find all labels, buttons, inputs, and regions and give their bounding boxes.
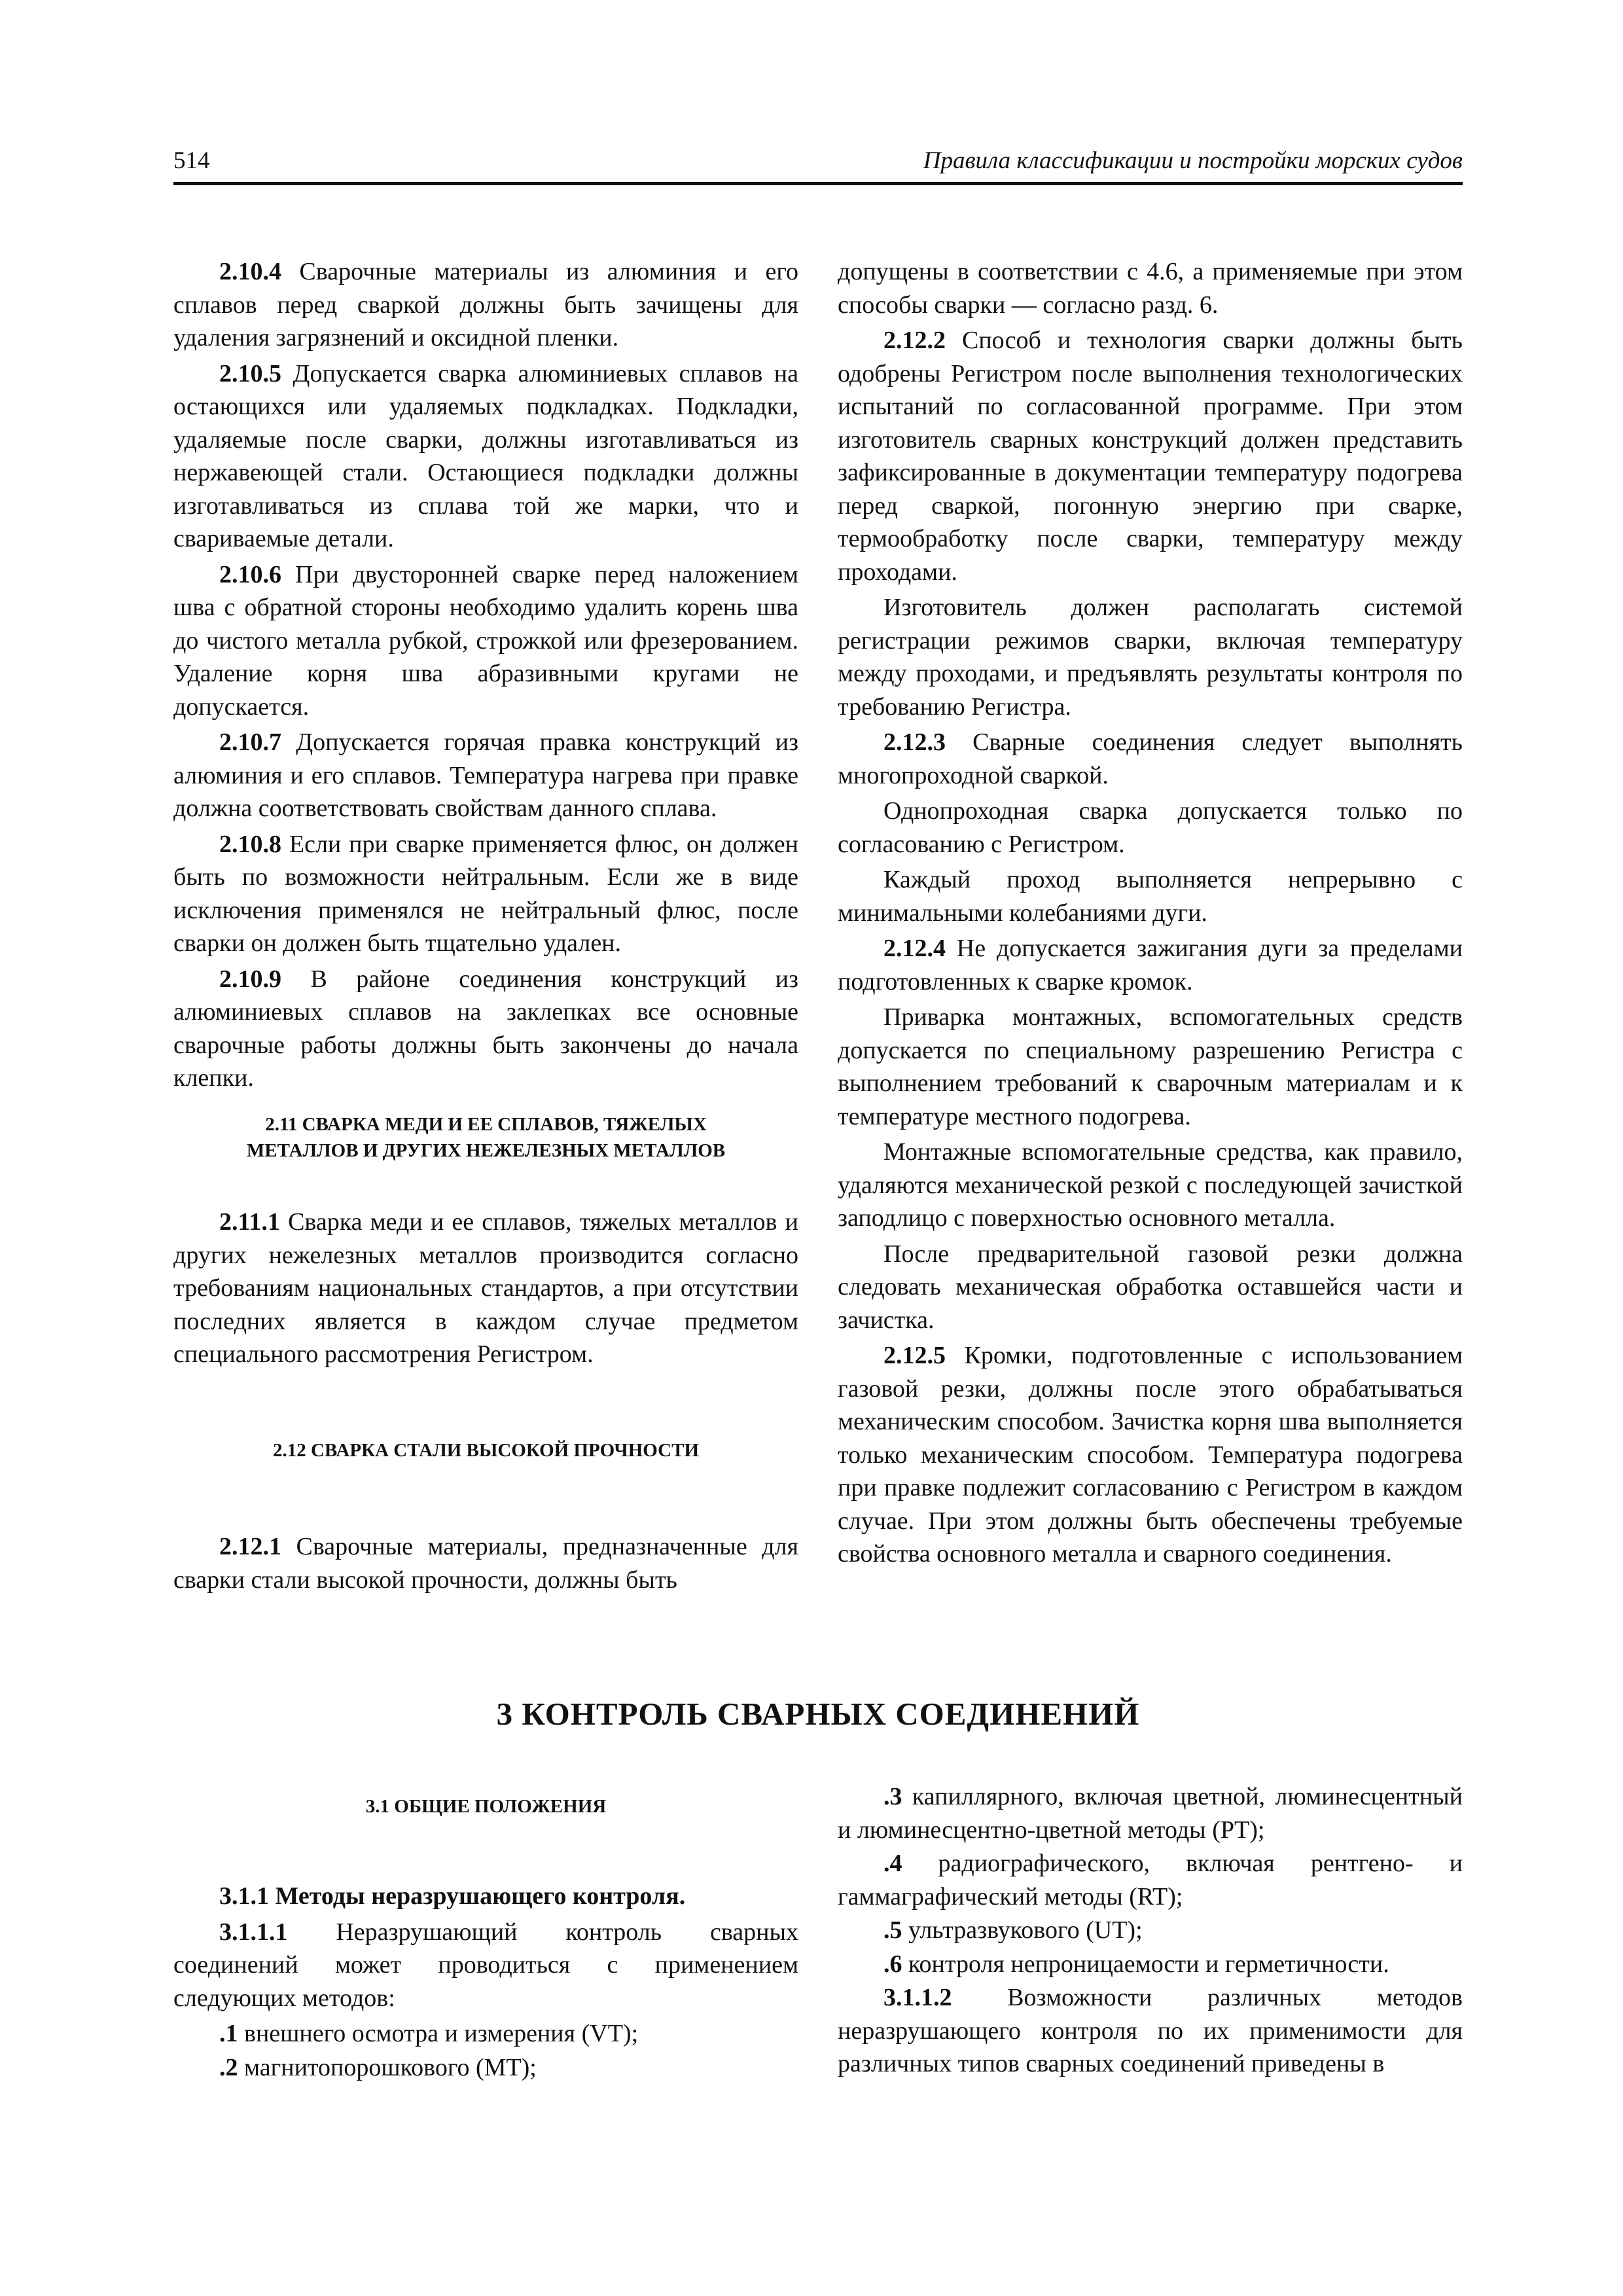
clause-number: 2.11.1	[219, 1208, 280, 1236]
item-text: магнитопорошкового (MT);	[238, 2053, 537, 2081]
clause-text: При двусторонней сварке перед наложением шва с обратной стороны необходимо удалить корень шва до чистого металла рубкой, строжкой или фрезерованием. Удаление корня шва абразивными кругами не допускается.	[173, 560, 798, 721]
clause-text: Неразрушающий контроль сварных соединений может проводиться с применением следующих методов:	[173, 1918, 798, 2012]
paragraph	[838, 324, 1463, 588]
clause-text: Сварочные материалы из алюминия и его сплавов перед сваркой должны быть зачищены для удаления загрязнений и оксидной пленки.	[173, 258, 798, 351]
clause-number: 3.1.1.1	[219, 1918, 288, 1946]
paragraph	[838, 591, 1463, 723]
clause-text: Если при сварке применяется флюс, он должен быть по возможности нейтральным. Если же в виде исключения применялся не нейтральный флюс, после сварки он должен быть тщательно удален.	[173, 830, 798, 957]
clause-text: Способ и технология сварки должны быть одобрены Регистром после выполнения технологических испытаний по согласованной программе. При этом изготовитель сварных конструкций должен представить зафиксированные в документации температуру подогрева перед сваркой, погонную энергию при сварке, термообработку после сварки, температуру между проходами.	[838, 327, 1463, 586]
paragraph	[173, 963, 798, 1095]
paragraph	[173, 255, 798, 355]
section-heading-line: 3.1 ОБЩИЕ ПОЛОЖЕНИЯ	[365, 1796, 607, 1817]
clause-text: Каждый проход выполняется непрерывно с минимальными колебаниями дуги.	[838, 866, 1463, 927]
paragraph	[173, 357, 798, 556]
clause-number: 2.12.4	[883, 935, 946, 962]
item-number: .4	[883, 1850, 902, 1877]
clause-number: 2.12.1	[219, 1533, 281, 1560]
right-column-top	[838, 255, 1463, 1573]
paragraph	[838, 1339, 1463, 1571]
paragraph	[838, 1001, 1463, 1133]
clause-text: Сварка меди и ее сплавов, тяжелых металлов и других нежелезных металлов производится согласно требованиям национальных стандартов, а при отсутствии последних является в каждом случае предметом специального рассмотрения Регистром.	[173, 1208, 798, 1368]
section-heading-line: 2.12 СВАРКА СТАЛИ ВЫСОКОЙ ПРОЧНОСТИ	[272, 1440, 700, 1461]
clause-text: Сварные соединения следует выполнять многопроходной сваркой.	[838, 728, 1463, 789]
clause-number: 2.10.7	[219, 728, 281, 756]
item-number: .5	[883, 1916, 902, 1944]
paragraph	[173, 1530, 798, 1596]
section-3-1-body	[173, 1880, 798, 2085]
clause-number: 2.12.2	[883, 327, 946, 354]
subheading	[173, 1880, 798, 1913]
clause-text: Монтажные вспомогательные средства, как правило, удаляются механической резкой с последующей зачисткой заподлицо с поверхностью основного металла.	[838, 1138, 1463, 1232]
item-number: .1	[219, 2020, 238, 2047]
clause-number: 2.10.5	[219, 359, 281, 387]
right-column-bottom	[838, 1780, 1463, 2083]
paragraph	[173, 726, 798, 825]
clause-number: 2.10.6	[219, 560, 281, 588]
clause-text: Приварка монтажных, вспомогательных средств допускается по специальному разрешению Регистра с выполнением требований к сварочным материалам и к температуре местного подогрева.	[838, 1003, 1463, 1130]
item-number: .3	[883, 1783, 902, 1810]
paragraph	[838, 795, 1463, 861]
clause-text: Допускается сварка алюминиевых сплавов на остающихся или удаляемых подкладках. Подкладки, удаляемые после сварки, должны изготавливаться из нержавеющей стали. Остающиеся подкладки должны изготавливаться из сплава той же марки, что и свариваемые детали.	[173, 359, 798, 552]
clause-number: 2.10.9	[219, 965, 281, 993]
left-column-top	[173, 255, 798, 1098]
paragraph	[173, 1206, 798, 1371]
item-text: капиллярного, включая цветной, люминесцентный и люминесцентно-цветной методы (PT);	[838, 1783, 1463, 1844]
paragraph	[173, 1916, 798, 2015]
clause-text: Допускается горячая правка конструкций из алюминия и его сплавов. Температура нагрева при правке должна соответствовать свойствам данного сплава.	[173, 728, 798, 822]
section-heading-line: 2.11 СВАРКА МЕДИ И ЕЕ СПЛАВОВ, ТЯЖЕЛЫХ	[265, 1114, 707, 1135]
running-title: Правила классификации и постройки морских судов	[923, 147, 1463, 174]
list-item	[173, 2051, 798, 2085]
clause-number: 3.1.1.2	[883, 1984, 952, 2011]
paragraph	[173, 558, 798, 724]
paragraph	[838, 1238, 1463, 1337]
item-number: .2	[219, 2053, 238, 2081]
section-2-12-body	[173, 1530, 798, 1599]
section-2-11-body	[173, 1206, 798, 1374]
paragraph	[173, 828, 798, 960]
item-text: контроля непроницаемости и герметичности.	[902, 1950, 1389, 1978]
clause-text: Возможности различных методов неразрушающего контроля по их применимости для различных типов сварных соединений приведены в	[838, 1984, 1463, 2077]
clause-number: 2.12.5	[883, 1342, 946, 1369]
list-item	[838, 1914, 1463, 1947]
paragraph	[838, 932, 1463, 998]
list-item	[838, 1847, 1463, 1913]
section-2-12-heading	[173, 1437, 798, 1463]
paragraph	[838, 1981, 1463, 2081]
clause-text: Сварочные материалы, предназначенные для сварки стали высокой прочности, должны быть	[173, 1533, 798, 1594]
paragraph	[838, 1136, 1463, 1235]
clause-text: Не допускается зажигания дуги за пределами подготовленных к сварке кромок.	[838, 935, 1463, 996]
item-text: радиографического, включая рентгено- и гаммаграфический методы (RT);	[838, 1850, 1463, 1910]
paragraph	[838, 255, 1463, 321]
left-top-paragraphs	[173, 255, 798, 1095]
clause-number: 2.12.3	[883, 728, 946, 756]
clause-text: Кромки, подготовленные с использованием газовой резки, должны после этого обрабатываться механическим способом. Зачистка корня шва выполняется только механическим способом. Температура подогрева при правке подлежит согласованию с Регистром в каждом случае. При этом должны быть обеспечены требуемые свойства основного металла и сварного соединения.	[838, 1342, 1463, 1568]
clause-text: допущены в соответствии с 4.6, а применяемые при этом способы сварки — согласно разд. 6.	[838, 258, 1463, 319]
clause-number: 2.10.4	[219, 258, 281, 285]
section-heading-line: МЕТАЛЛОВ И ДРУГИХ НЕЖЕЛЕЗНЫХ МЕТАЛЛОВ	[246, 1140, 726, 1161]
item-number: .6	[883, 1950, 902, 1978]
list-item	[838, 1780, 1463, 1846]
page-header	[173, 145, 1463, 185]
chapter-title: 3 КОНТРОЛЬ СВАРНЫХ СОЕДИНЕНИЙ	[496, 1696, 1140, 1732]
item-text: внешнего осмотра и измерения (VT);	[238, 2020, 639, 2047]
clause-text: Однопроходная сварка допускается только по согласованию с Регистром.	[838, 797, 1463, 858]
clause-text: После предварительной газовой резки должна следовать механическая обработка оставшейся части и зачистка.	[838, 1240, 1463, 1334]
clause-text: Изготовитель должен располагать системой регистрации режимов сварки, включая температуру между проходами, и предъявлять результаты контроля по требованию Регистра.	[838, 594, 1463, 721]
list-item	[173, 2017, 798, 2051]
section-3-1-heading	[173, 1793, 798, 1820]
item-text: ультразвукового (UT);	[902, 1916, 1143, 1944]
clause-number: 2.10.8	[219, 830, 281, 858]
clause-text: В районе соединения конструкций из алюминиевых сплавов на заклепках все основные сварочные работы должны быть закончены до начала клепки.	[173, 965, 798, 1092]
page-number: 514	[173, 147, 210, 174]
list-item	[838, 1948, 1463, 1981]
section-2-11-heading	[173, 1111, 798, 1164]
paragraph	[838, 726, 1463, 792]
paragraph	[838, 863, 1463, 929]
subheading-text: 3.1.1 Методы неразрушающего контроля.	[219, 1882, 686, 1910]
